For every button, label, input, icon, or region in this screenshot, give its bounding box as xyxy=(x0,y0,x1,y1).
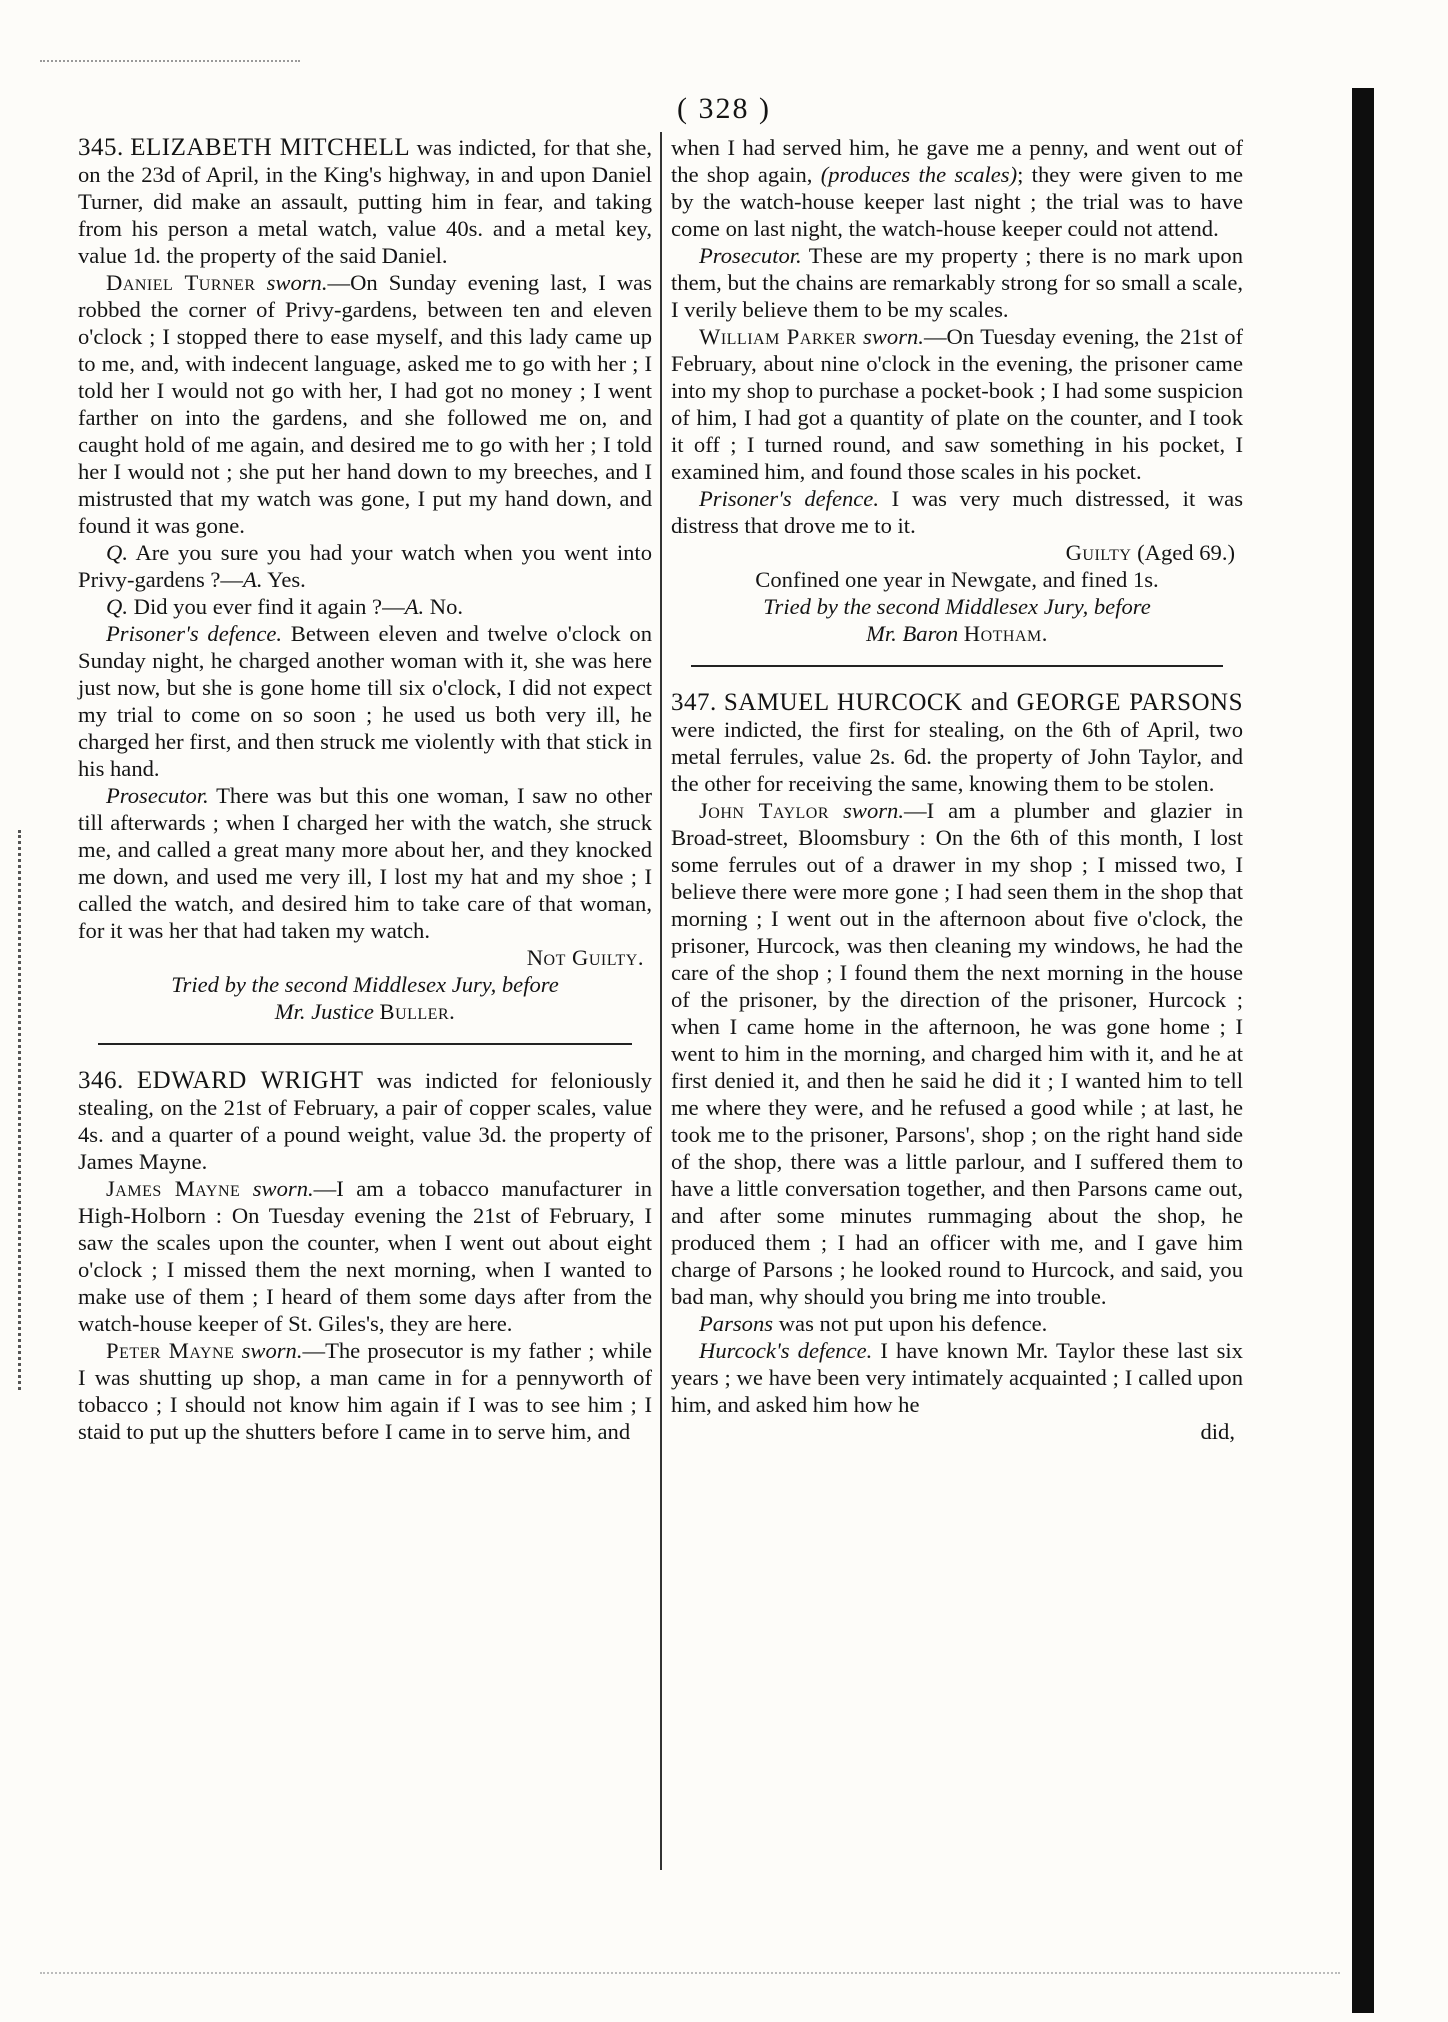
judge-title: Mr. Baron xyxy=(866,621,959,646)
prosecutor-label: Prosecutor. xyxy=(106,783,209,808)
verdict-line xyxy=(671,539,1243,566)
case-347-heading xyxy=(671,689,1243,797)
question-text: Did you ever find it again ?— xyxy=(133,594,405,619)
witness-name: Peter Mayne xyxy=(106,1338,235,1363)
defence-paragraph xyxy=(671,485,1243,539)
answer-text: No. xyxy=(429,594,464,619)
testimony-paragraph xyxy=(671,323,1243,485)
testimony-text: —I am a tobacco manufacturer in High-Holborn : On Tuesday evening the 21st of February, I saw the scales upon the counter, when I went out about eight o'clock ; I missed them the next morning, when I wanted to make use of them ; I heard of them some days after from the watch-house keeper of St. Giles's, they are here. xyxy=(78,1176,652,1336)
right-column xyxy=(671,134,1243,1445)
no-defence-text: was not put upon his defence. xyxy=(778,1311,1048,1336)
tried-by-line: Tried by the second Middlesex Jury, before xyxy=(171,972,559,997)
case-number: 346. xyxy=(78,1067,124,1094)
sworn-label: sworn. xyxy=(266,270,328,295)
case-number: 345. xyxy=(78,134,124,161)
defence-text: I was very much distressed, it was distress that drove me to it. xyxy=(671,486,1244,538)
question-marker: Q. xyxy=(106,540,128,565)
left-column xyxy=(78,134,652,1445)
defendant-age: (Aged 69.) xyxy=(1137,540,1235,565)
prosecutor-paragraph xyxy=(78,782,652,944)
question-paragraph xyxy=(78,539,652,593)
margin-marks xyxy=(18,830,29,1390)
testimony-paragraph xyxy=(78,269,652,539)
testimony-paragraph xyxy=(78,1175,652,1337)
answer-text: Yes. xyxy=(267,567,306,592)
indictment-text: was indicted for feloniously stealing, on the 21st of February, a pair of copper scales, value 4s. and a quarter of a pound weight, value 3d. the property of James Mayne. xyxy=(78,1068,652,1174)
testimony-text: —I am a plumber and glazier in Broad-street, Bloomsbury : On the 6th of this month, I lost some ferrules out of a drawer in my shop ; I missed two, I believe there were more gone ; I had seen them in the shop that morning ; I went out in the afternoon about five o'clock, the prisoner, Hurcock, was then cleaning my windows, he had the care of the shop ; I found them the next morning in the house of the prisoner, by the direction of the prisoner, Hurcock ; when I came home in the afternoon, he was gone home ; I went to him in the morning, and charged him with it, and he at first denied it, and then he said he did it ; I wanted him to tell me where they were, and he refused a good while ; at last, he took me to the prisoner, Parsons', shop ; on the right hand side of the shop, there was a little parlour, and I suffered them to have a little conversation together, and then Parsons came out, and after some minutes rummaging about the shop, he produced them ; I had an officer with me, and I gave him charge of Parsons ; he looked round to Hurcock, and said, you bad man, why should you bring me into trouble. xyxy=(671,798,1244,1309)
page-number: ( 328 ) xyxy=(677,92,771,125)
prosecutor-label: Prosecutor. xyxy=(699,243,802,268)
prosecutor-paragraph xyxy=(671,242,1243,323)
defence-label: Hurcock's defence. xyxy=(699,1338,873,1363)
scan-speckle-top xyxy=(40,60,300,65)
defendant-name: SAMUEL HURCOCK and GEORGE PARSONS xyxy=(723,689,1243,716)
sworn-label: sworn. xyxy=(843,798,905,823)
testimony-paragraph xyxy=(671,797,1243,1310)
witness-name: William Parker xyxy=(699,324,857,349)
answer-marker: A. xyxy=(404,594,425,619)
sworn-label: sworn. xyxy=(252,1176,314,1201)
sworn-label: sworn. xyxy=(241,1338,303,1363)
case-separator-rule xyxy=(691,665,1223,667)
case-345-heading xyxy=(78,134,652,269)
verdict: Not Guilty. xyxy=(526,945,644,970)
case-separator-rule xyxy=(98,1043,632,1045)
defendant-name: EDWARD WRIGHT xyxy=(136,1067,364,1094)
prosecutor-text: There was but this one woman, I saw no other till afterwards ; when I charged her with the watch, she struck me, and called a great many more about her, and they knocked me down, and used me very ill, I lost my hat and my shoe ; I called the watch, and desired him to take care of that woman, for it was her that had taken my watch. xyxy=(78,783,652,943)
tried-by-line: Tried by the second Middlesex Jury, before xyxy=(763,594,1151,619)
witness-name: James Mayne xyxy=(106,1176,241,1201)
defence-paragraph xyxy=(78,620,652,782)
defence-text: Between eleven and twelve o'clock on Sunday night, he charged another woman with it, she was here just now, but she is gone home till six o'clock, I did not expect my trial to come on so soon ; he used us both very ill, he charged her first, and then struck me violently with that stick in his hand. xyxy=(78,621,652,781)
judge-name: Hotham. xyxy=(963,621,1048,646)
witness-name: Daniel Turner xyxy=(106,270,256,295)
tried-by xyxy=(671,593,1243,647)
witness-name: John Taylor xyxy=(699,798,830,823)
prosecutor-text: These are my property ; there is no mark upon them, but the chains are remarkably strong for so small a scale, I verily believe them to be my scales. xyxy=(671,243,1243,322)
sentence: Confined one year in Newgate, and fined 1s. xyxy=(755,567,1159,592)
defence-label: Prisoner's defence. xyxy=(699,486,879,511)
case-346-heading xyxy=(78,1067,652,1175)
sworn-label: sworn. xyxy=(863,324,924,349)
defence-label: Prisoner's defence. xyxy=(106,621,283,646)
testimony-paragraph xyxy=(78,1337,652,1445)
judge-title: Mr. Justice xyxy=(274,999,374,1024)
question-text: Are you sure you had your watch when you went into Privy-gardens ?— xyxy=(78,540,653,592)
question-paragraph xyxy=(78,593,652,620)
column-divider xyxy=(660,132,662,1870)
verdict: Guilty xyxy=(1065,540,1132,565)
stage-direction: (produces the scales) xyxy=(820,162,1018,187)
testimony-text: —On Tuesday evening, the 21st of February, about nine o'clock in the evening, the prisoner came into my shop to purchase a pocket-book ; I had some suspicion of him, I had got a quantity of plate on the counter, and I took it off ; I turned round, and saw something in his pocket, I examined him, and found those scales in his pocket. xyxy=(671,324,1244,484)
question-marker: Q. xyxy=(106,594,128,619)
testimony-text: —On Sunday evening last, I was robbed the corner of Privy-gardens, between ten and eleven o'clock ; I stopped there to ease myself, and this lady came up to me, and, with indecent language, asked me to go with her ; I told her I would not go with her, I had got no money ; I went farther on into the gardens, and she followed me on, and caught hold of me again, and desired me to go with her ; I told her I would not ; she put her hand down to my breeches, and I mistrusted that my watch was gone, I put my hand down, and found it was gone. xyxy=(78,270,653,538)
scan-speckle-bottom xyxy=(40,1972,1340,1977)
defendant-name: ELIZABETH MITCHELL xyxy=(130,134,411,161)
testimony-text: when I had served him, he gave me a penny, and went out of the shop again, xyxy=(671,135,1243,187)
continued-testimony xyxy=(671,134,1243,242)
defence-text: I have known Mr. Taylor these last six years ; we have been very intimately acquainted ; I called upon him, and asked him how he xyxy=(671,1338,1243,1417)
indictment-text: were indicted, the first for stealing, on the 6th of April, two metal ferrules, value 2s. 6d. the property of John Taylor, and the other for receiving the same, knowing them to be stolen. xyxy=(671,717,1243,796)
tried-by xyxy=(78,971,652,1025)
case-number: 347. xyxy=(671,689,717,716)
scan-edge-shadow xyxy=(1352,88,1374,2013)
defendant-label: Parsons xyxy=(699,1311,774,1336)
no-defence-paragraph xyxy=(671,1310,1243,1337)
testimony-text: ; they were given to me by the watch-house keeper last night ; the trial was to have come on last night, the watch-house keeper could not attend. xyxy=(671,162,1243,241)
answer-marker: A. xyxy=(243,567,263,592)
catchword: did, xyxy=(1200,1419,1235,1444)
testimony-text: —The prosecutor is my father ; while I was shutting up shop, a man came in for a pennyworth of tobacco ; I should not know him again if I was to see him ; I staid to put up the shutters before I came in to serve him, and xyxy=(78,1338,652,1444)
indictment-text: was indicted, for that she, on the 23d of April, in the King's highway, in and upon Daniel Turner, did make an assault, putting him in fear, and taking from his person a metal watch, value 40s. and a metal key, value 1d. the property of the said Daniel. xyxy=(78,135,652,268)
judge-name: Buller. xyxy=(379,999,456,1024)
defence-paragraph xyxy=(671,1337,1243,1418)
